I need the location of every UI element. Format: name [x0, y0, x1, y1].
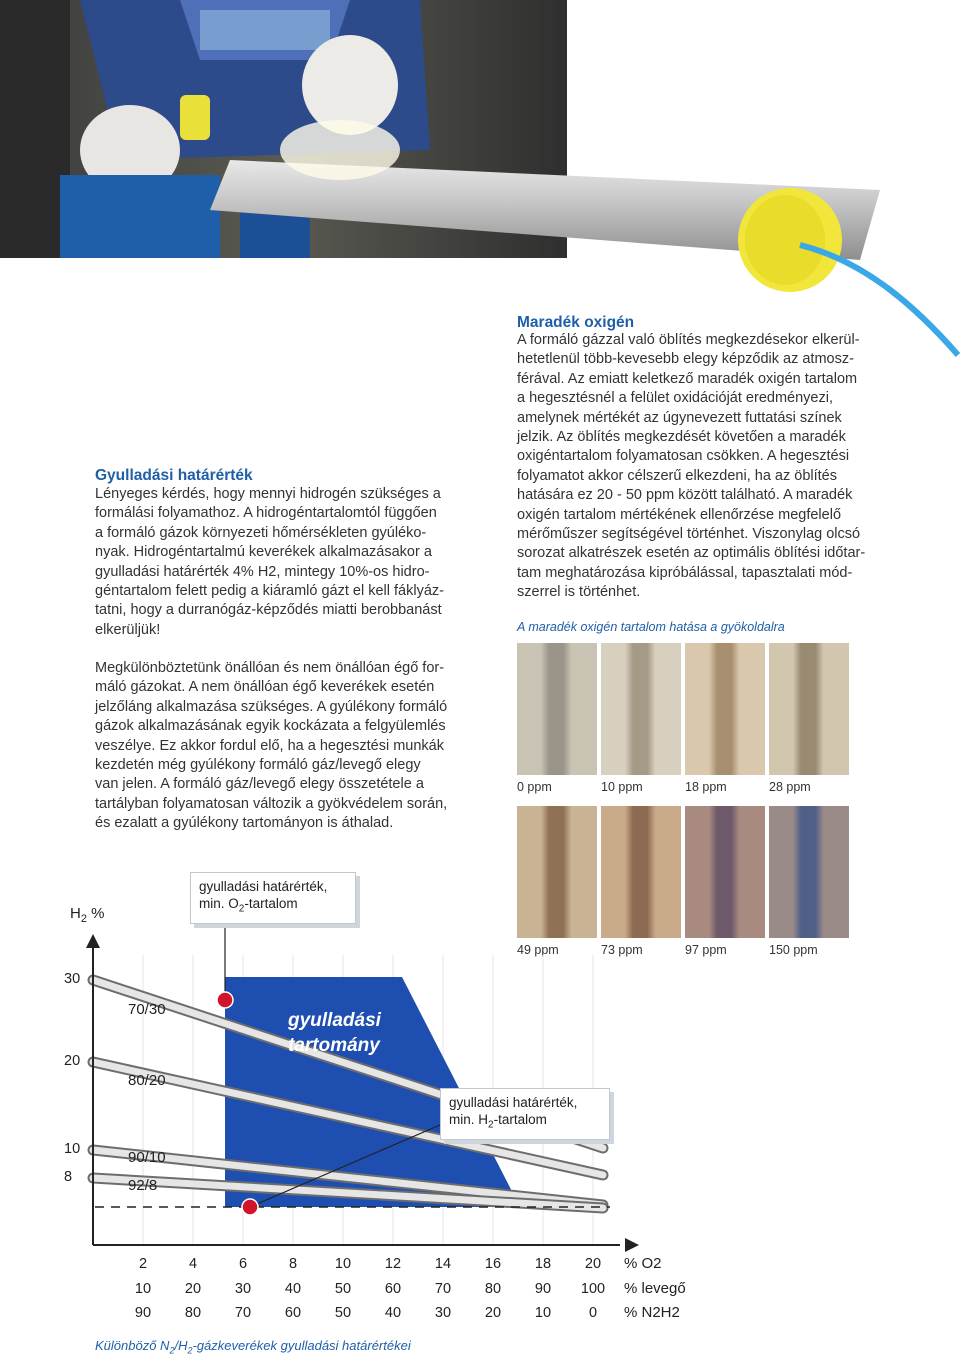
swatch-label: 97 ppm: [685, 943, 727, 957]
y-tick-label: 10: [64, 1141, 81, 1157]
text-line: folyamatot akkor célszerű elkezdeni, ha az öblítés: [517, 467, 837, 484]
text-line: A formáló gázzal való öblítés megkezdésekor elkerül-: [517, 332, 860, 348]
x-tick-label: 40: [284, 1281, 302, 1297]
text-line: férával. Az emiatt keletkező maradék oxigén tartalom: [517, 370, 858, 387]
x-tick-label: 50: [334, 1305, 352, 1321]
zone-label-2: tartomány: [288, 1035, 380, 1056]
x-tick-label: 10: [534, 1305, 552, 1321]
x-axis-arrow: [625, 1238, 639, 1252]
zone-label-1: gyulladási: [288, 1010, 381, 1031]
callout-line: min. $H_2$-tartalom: [449, 1112, 547, 1131]
text-line: mérőműszer segítségével történhet. Viszonylag olcsó: [517, 526, 861, 543]
series-label: 92/8: [128, 1177, 158, 1194]
text-line: formálási folyamathoz. A hidrogéntartalomtól függően: [95, 505, 437, 522]
weld-swatch-28-ppm: [769, 643, 849, 775]
x-row-unit: % levegő: [624, 1280, 686, 1297]
text-line: jelzőláng alkalmazása szükséges. A gyúlékony formáló: [95, 698, 448, 715]
text-line: és ezalatt a gyúlékony tartományon is áthalad.: [95, 815, 394, 832]
section-body-ignition-limit: [95, 485, 495, 640]
text-line: tatni, hogy a durranógáz-képződés miatti berobbanást: [95, 602, 442, 619]
text-line: a formáló gázok környezeti hőmérsékleten gyúléko-: [95, 524, 427, 541]
series-label: 90/10: [128, 1149, 166, 1166]
x-tick-label: 6: [238, 1256, 248, 1272]
x-tick-label: 16: [484, 1256, 502, 1272]
series-label: 80/20: [128, 1072, 166, 1089]
x-tick-label: 20: [584, 1256, 602, 1272]
text-line: hatására ez 20 - 50 ppm között található. A maradék: [517, 487, 853, 504]
x-tick-label: 10: [134, 1281, 152, 1297]
section-title-residual-oxygen: Maradék oxigén: [517, 314, 635, 331]
x-tick-label: 60: [384, 1281, 402, 1297]
swatch-label: 18 ppm: [685, 780, 727, 794]
text-line: nyak. Hidrogéntartalmú keverékek alkalmazásakor a: [95, 544, 432, 561]
text-line: tartályban folyamatosan változik a gyökvédelem során,: [95, 795, 448, 812]
marker-o2: [217, 992, 233, 1008]
text-line: oxigén tartalom mértékének ellenőrzése megfelelő: [517, 506, 842, 523]
text-line: máló gázokat. A nem önállóan égő keverékek esetén: [95, 679, 435, 696]
text-line: sorozat alkatrészek esetén az optimális öblítési időtar-: [517, 545, 866, 562]
text-line: tam meghatározása kipróbálással, tapasztalati mód-: [517, 564, 853, 581]
x-tick-label: 90: [134, 1305, 152, 1321]
weld-swatch-10-ppm: [601, 643, 681, 775]
chart-ylabel: $H_2$ %: [70, 905, 105, 925]
text-line: szerrel is történhet.: [517, 584, 641, 601]
callout-min-o2: [190, 872, 356, 924]
x-tick-label: 12: [384, 1256, 402, 1272]
x-tick-label: 20: [484, 1305, 502, 1321]
text-line: amelynek mértékét az úgynevezett futtatási színek: [517, 409, 842, 426]
x-tick-label: 30: [234, 1281, 252, 1297]
text-line: veszélye. Ez akkor fordul elő, ha a hegesztési munkák: [95, 737, 444, 754]
y-tick-label: 8: [64, 1169, 73, 1185]
chart-title: Különböző $N_2/H_2$-gázkeverékek gyulladási határértékei: [95, 1338, 411, 1356]
text-line: hetetlenül több-kevesebb elegy képződik az atmosz-: [517, 351, 854, 368]
x-tick-label: 14: [434, 1256, 452, 1272]
x-tick-label: 90: [534, 1281, 552, 1297]
text-line: géntartalom felett pedig a kiáramló gázt el kell fáklyáz-: [95, 583, 444, 600]
swatch-label: 10 ppm: [601, 780, 643, 794]
x-tick-label: 30: [434, 1305, 452, 1321]
section-body-gas-types: [95, 659, 495, 834]
weld-swatch-18-ppm: [685, 643, 765, 775]
swatch-label: 49 ppm: [517, 943, 559, 957]
x-tick-label: 10: [334, 1256, 352, 1272]
x-tick-label: 80: [484, 1281, 502, 1297]
text-line: gyulladási határérték 4% H2, mintegy 10%-os hidro-: [95, 563, 430, 580]
weld-swatch-0-ppm: [517, 643, 597, 775]
text-line: a hegesztésnél a felület oxidációját eredményezi,: [517, 390, 833, 407]
x-tick-label: 20: [184, 1281, 202, 1297]
text-line: Megkülönböztetünk önállóan és nem önállóan égő for-: [95, 660, 445, 676]
x-row-unit: % O2: [624, 1255, 662, 1272]
x-tick-label: 50: [334, 1281, 352, 1297]
swatch-label: 28 ppm: [769, 780, 811, 794]
section-title-ignition-limit: Gyulladási határérték: [95, 467, 253, 484]
x-row-unit: % N2H2: [624, 1304, 680, 1321]
swatch-caption: A maradék oxigén tartalom hatása a gyökoldalra: [517, 620, 785, 634]
x-tick-label: 70: [434, 1281, 452, 1297]
x-tick-label: 70: [234, 1305, 252, 1321]
y-tick-label: 30: [64, 971, 81, 987]
marker-h2: [242, 1199, 258, 1215]
text-line: kezdetén még gyúlékony formáló gáz/levegő elegy: [95, 757, 421, 774]
x-tick-label: 18: [534, 1256, 552, 1272]
callout-line: gyulladási határérték,: [449, 1095, 578, 1110]
x-tick-label: 4: [188, 1256, 198, 1272]
callout-min-h2: [440, 1088, 610, 1140]
swatch-label: 73 ppm: [601, 943, 643, 957]
y-axis-arrow: [86, 934, 100, 948]
x-tick-label: 2: [138, 1256, 148, 1272]
y-tick-label: 20: [64, 1053, 81, 1069]
x-tick-label: 8: [288, 1256, 298, 1272]
text-line: gázok alkalmazásának egyik kockázata a felgyülemlés: [95, 718, 446, 735]
text-line: jelzik. Az öblítés megkezdését követően a maradék: [517, 429, 846, 446]
swatch-label: 0 ppm: [517, 780, 552, 794]
welding-photo: [0, 0, 960, 360]
x-tick-label: 0: [588, 1305, 598, 1321]
section-body-residual-oxygen: [517, 331, 917, 603]
swatch-label: 150 ppm: [769, 943, 818, 957]
text-line: van jelen. A formáló gáz/levegő elegy összetétele a: [95, 776, 424, 793]
text-line: elkerüljük!: [95, 621, 161, 638]
x-tick-label: 60: [284, 1305, 302, 1321]
x-tick-label: 40: [384, 1305, 402, 1321]
callout-line: min. $O_2$-tartalom: [199, 896, 298, 915]
x-tick-label: 100: [580, 1281, 606, 1297]
callout-line: gyulladási határérték,: [199, 879, 328, 894]
series-label: 70/30: [128, 1001, 166, 1018]
text-line: oxigéntartalom folyamatosan csökken. A hegesztési: [517, 448, 850, 465]
text-line: Lényeges kérdés, hogy mennyi hidrogén szükséges a: [95, 486, 441, 502]
x-tick-label: 80: [184, 1305, 202, 1321]
